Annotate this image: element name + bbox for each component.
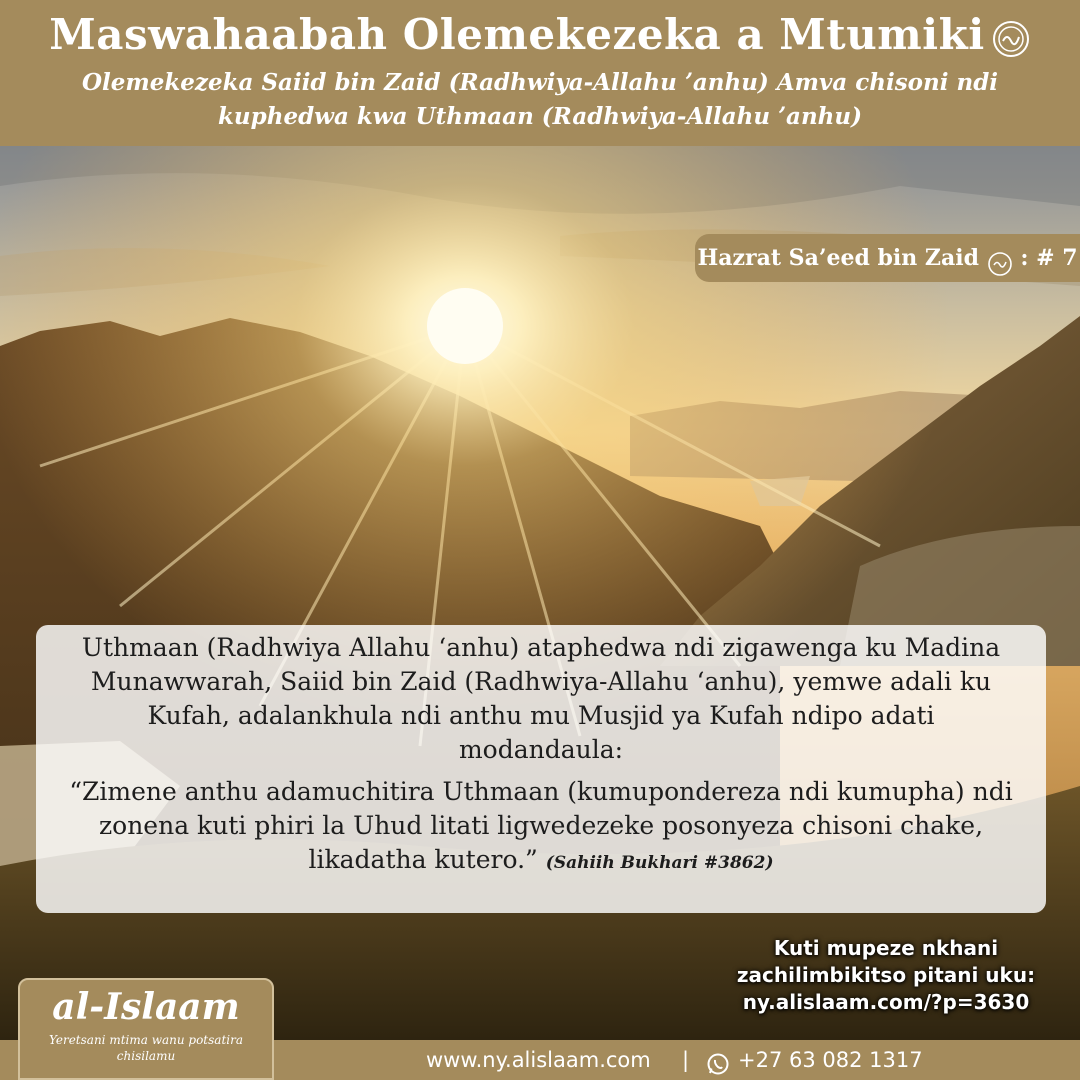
honorific-seal-icon xyxy=(991,18,1031,58)
logo-tagline: Yeretsani mtima wanu potsatira chisilamu xyxy=(48,1033,243,1063)
website-link[interactable]: www.ny.alislaam.com xyxy=(426,1048,651,1072)
quote-text: “Zimene anthu adamuchitira Uthmaan (kumupondereza ndi kumupha) ndi zonena kuti phiri la Uhud litati ligwedezeke posonyeza chisoni chake, likadatha kutero.” xyxy=(69,777,1013,874)
quote-panel xyxy=(36,625,1046,913)
whatsapp-icon xyxy=(706,1049,730,1073)
more-info-note xyxy=(736,935,1036,1016)
tag-number: : # 7 xyxy=(1020,245,1078,271)
quote-paragraph xyxy=(36,767,1046,880)
page-title xyxy=(0,0,1080,62)
title-text: Maswahaabah Olemekezeka a Mtumiki xyxy=(49,10,985,59)
article-link[interactable]: ny.alislaam.com/?p=3630 xyxy=(742,990,1030,1014)
citation: (Sahiih Bukhari #3862) xyxy=(545,853,774,873)
note-line-2: zachilimbikitso pitani uku: xyxy=(736,963,1036,987)
header-band xyxy=(0,0,1080,146)
note-line-1: Kuti mupeze nkhani xyxy=(773,936,999,960)
logo-name: al-Islaam xyxy=(52,986,240,1028)
al-islaam-logo xyxy=(18,978,274,1080)
tag-text: Hazrat Sa’eed bin Zaid xyxy=(697,245,979,271)
phone-number: +27 63 082 1317 xyxy=(738,1048,923,1072)
page-subtitle: Olemekezeka Saiid bin Zaid (Radhwiya-Allahu ʼanhu) Amva chisoni ndi kuphedwa kwa Uthmaan (Radhwiya-Allahu ʼanhu) xyxy=(81,69,999,130)
narration-paragraph: Uthmaan (Radhwiya Allahu ‘anhu) ataphedwa ndi zigawenga ku Madina Munawwarah, Saiid bin Zaid (Radhwiya-Allahu ‘anhu), yemwe adali ku Kufah, adalankhula ndi anthu mu Musjid ya Kufah ndipo adati modandaula: xyxy=(81,633,1001,764)
honorific-seal-icon xyxy=(987,246,1013,272)
episode-tag xyxy=(695,234,1080,282)
footer-separator: | xyxy=(682,1048,690,1072)
phone-contact[interactable] xyxy=(706,1040,923,1080)
